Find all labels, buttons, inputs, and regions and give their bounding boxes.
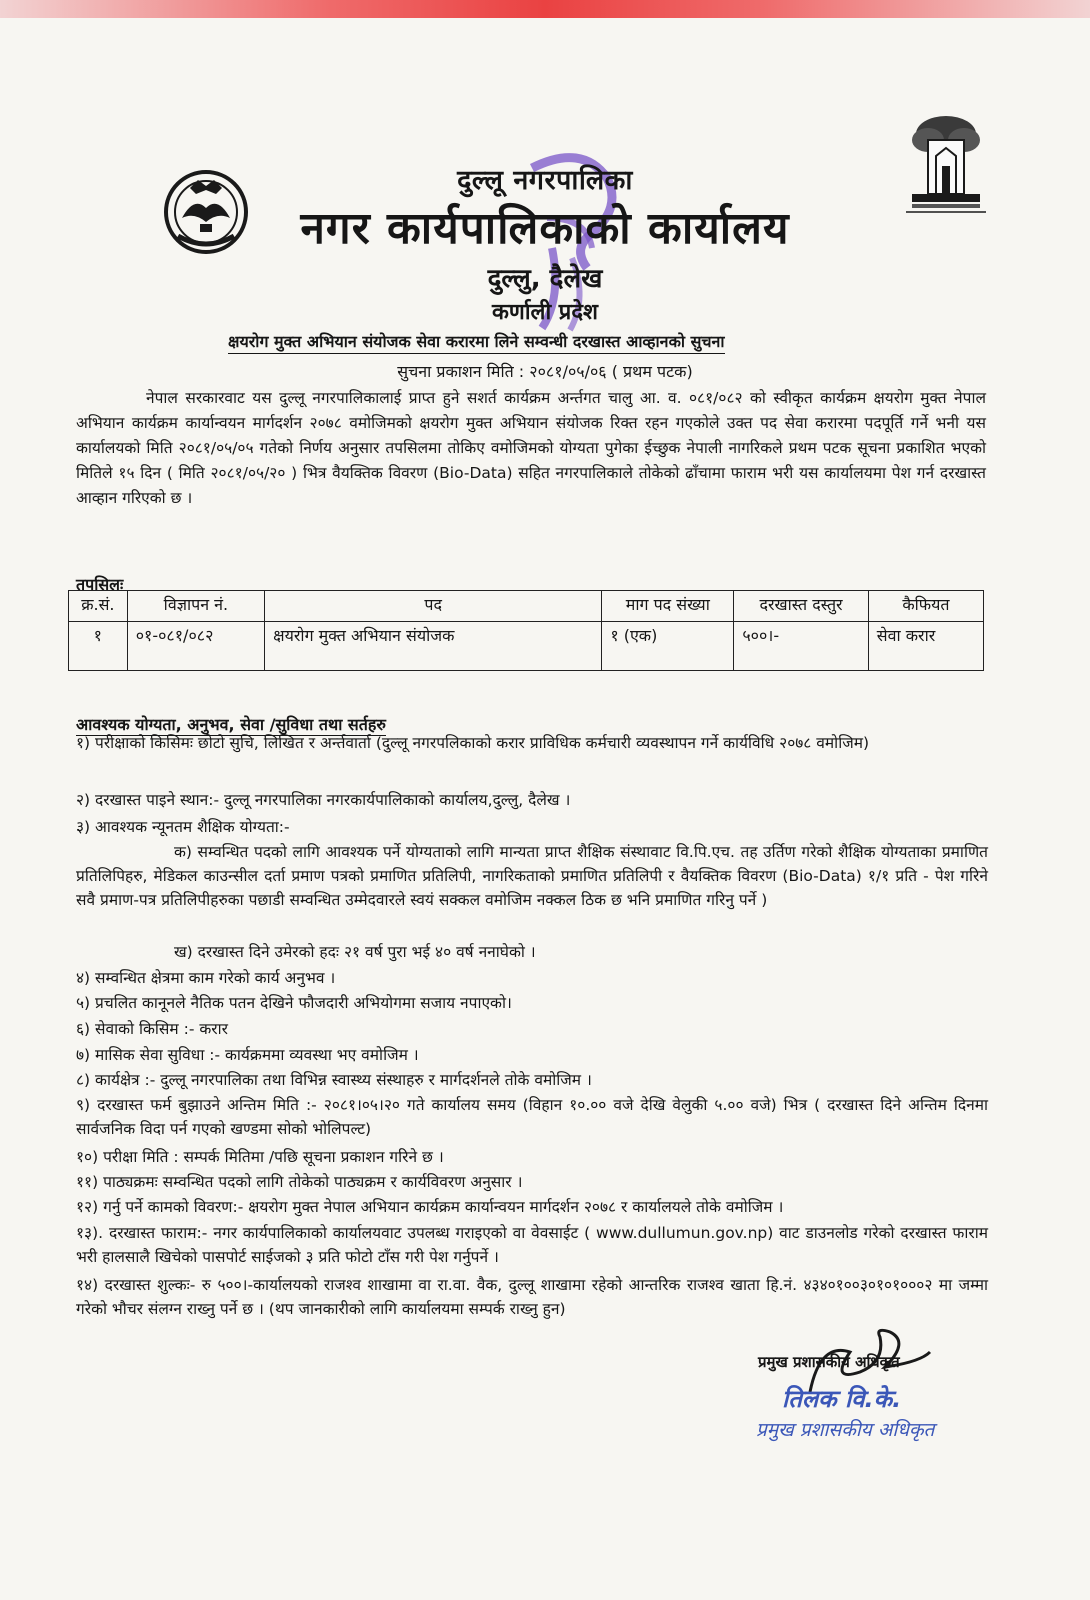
col-sn: क्र.सं. — [69, 591, 128, 622]
cell-demand-count: १ (एक) — [602, 622, 734, 671]
cell-post: क्षयरोग मुक्त अभियान संयोजक — [265, 622, 602, 671]
requirement-item: ८) कार्यक्षेत्र :- दुल्लू नगरपालिका तथा विभिन्न स्वास्थ्य संस्थाहरु र मार्गदर्शनले तोके वमोजिम । — [76, 1071, 592, 1089]
col-post: पद — [265, 591, 602, 622]
col-remarks: कैफियत — [868, 591, 983, 622]
province-name: कर्णाली प्रदेश — [492, 300, 598, 325]
cell-application-fee: ५००।- — [734, 622, 868, 671]
requirement-item: ११) पाठ्यक्रमः सम्वन्धित पदको लागि तोकेको पाठ्यक्रम र कार्यविवरण अनुसार । — [76, 1173, 523, 1191]
requirement-item: १३). दरखास्त फाराम:- नगर कार्यपालिकाको कार्यालयवाट उपलब्ध गराइएको वा वेवसाईट ( www.dullumun.gov.np) वाट डाउनलोड गरेको दरखास्त फाराम भरी हालसालै खिचेको पासपोर्ट साईजको ३ प्रति फोटो टाँस गरी पेश गर्नुपर्ने । — [76, 1224, 988, 1266]
table-header-row — [69, 591, 984, 622]
municipality-name: दुल्लू नगरपालिका — [457, 165, 633, 196]
stamp-officer-name: तिलक वि.के. — [782, 1385, 902, 1413]
vacancy-table — [68, 590, 984, 671]
requirement-item: १२) गर्नु पर्ने कामको विवरण:- क्षयरोग मुक्त नेपाल अभियान कार्यक्रम कार्यान्वयन मार्गदर्शन २०७८ र कार्यालयले तोके वमोजिम । — [76, 1198, 784, 1216]
requirement-item: ४) सम्वन्धित क्षेत्रमा काम गरेको कार्य अनुभव । — [76, 969, 336, 987]
requirement-item: ९) दरखास्त फर्म बुझाउने अन्तिम मिति :- २०८१।०५।२० गते कार्यालय समय (विहान १०.०० वजे देखि वेलुकी ५.०० वजे) भित्र ( दरखास्त दिने अन्तिम दिनमा सार्वजनिक विदा पर्न गएको खण्डमा सोको भोलिपल्ट) — [76, 1096, 988, 1138]
cell-advertisement-no: ०१-०८१/०८२ — [127, 622, 264, 671]
office-location: दुल्लु, दैलेख — [487, 264, 603, 294]
stamp-officer-title: प्रमुख प्रशासकीय अधिकृत — [756, 1419, 935, 1441]
cell-remarks: सेवा करार — [868, 622, 983, 671]
requirement-item: १४) दरखास्त शुल्कः- रु ५००।-कार्यालयको राजश्व शाखामा वा रा.वा. वैक, दुल्लू शाखामा रहेको आन्तरिक राजश्व खाता हि.नं. ४३४०१००३०१०१०००२ मा जम्मा गरेको भौचर संलग्न राख्नु पर्ने छ । (थप जानकारीको लागि कार्यालयमा सम्पर्क राख्नु हुन) — [76, 1276, 988, 1318]
requirement-item: क) सम्वन्धित पदको लागि आवश्यक पर्ने योग्यताको लागि मान्यता प्राप्त शैक्षिक संस्थावाट वि.पि.एच. तह उर्तिण गरेको शैक्षिक योग्यताका प्रमाणित प्रतिलिपिहरु, मेडिकल काउन्सील दर्ता प्रमाण पत्रको प्रमाणित प्रतिलिपी, नागरिकताको प्रमाणित प्रतिलिपी र वैयक्तिक विवरण (Bio-Data) १/१ प्रति - पेश गरिने सवै प्रमाण-पत्र प्रतिलिपीहरुका पछाडी सम्वन्धित उम्मेदवारले स्वयं सक्कल वमोजिम नक्कल ठिक छ भनि प्रमाणित गरिनु पर्ने ) — [76, 843, 988, 909]
requirement-item: ५) प्रचलित कानूनले नैतिक पतन देखिने फौजदारी अभियोगमा सजाय नपाएको। — [76, 994, 512, 1012]
requirement-item: ७) मासिक सेवा सुविधा :- कार्यक्रममा व्यवस्था भए वमोजिम । — [76, 1046, 419, 1064]
requirement-item: १०) परीक्षा मिति : सम्पर्क मितिमा /पछि सूचना प्रकाशन गरिने छ । — [76, 1148, 444, 1166]
col-advertisement-no: विज्ञापन नं. — [127, 591, 264, 622]
requirement-item: ६) सेवाको किसिम :- करार — [76, 1020, 228, 1038]
notice-title: क्षयरोग मुक्त अभियान संयोजक सेवा करारमा लिने सम्वन्धी दरखास्त आव्हानको सुचना — [228, 330, 725, 354]
publication-date: सुचना प्रकाशन मिति : २०८१/०५/०६ ( प्रथम पटक) — [397, 362, 693, 381]
requirement-item: ख) दरखास्त दिने उमेरको हदः २१ वर्ष पुरा भई ४० वर्ष ननाघेको । — [174, 943, 536, 961]
requirement-item: २) दरखास्त पाइने स्थान:- दुल्लू नगरपालिका नगरकार्यपालिकाको कार्यालय,दुल्लु, दैलेख । — [76, 791, 571, 809]
details-label: तपसिलः — [76, 575, 124, 594]
col-application-fee: दरखास्त दस्तुर — [734, 591, 868, 622]
requirements-title: आवश्यक योग्यता, अनुभव, सेवा /सुविधा तथा सर्तहरु — [76, 715, 386, 734]
signatory-designation: प्रमुख प्रशासकीय अधिकृत — [758, 1353, 900, 1371]
requirement-item: १) परीक्षाको किसिमः छोटो सुचि, लिखित र अर्न्तवार्ता (दुल्लू नगरपलिकाको करार प्राविधिक कर्मचारी व्यवस्थापन गर्ने कार्यविधि २०७८ वमोजिम) — [76, 734, 870, 752]
notice-body: नेपाल सरकारवाट यस दुल्लू नगरपालिकालाई प्राप्त हुने सशर्त कार्यक्रम अर्न्तगत चालु आ. व. ०८१/०८२ को स्वीकृत कार्यक्रम क्षयरोग मुक्त नेपाल अभियान कार्यक्रम कार्यान्वयन मार्गदर्शन २०७८ वमोजिमको क्षयरोग मुक्त अभियान संयोजक रिक्त रहन गएकोले उक्त पद सेवा करारमा पदपूर्ति गर्ने भनी यस कार्यालयको मिति २०८१/०५/०५ गतेको निर्णय अनुसार तपसिलमा तोकिए वमोजिमको योग्यता पुगेका ईच्छुक नेपाली नागरिकले प्रथम पटक सूचना प्रकाशित भएको मितिले १५ दिन ( मिति २०८१/०५/२० ) भित्र वैयक्तिक विवरण (Bio-Data) सहित नगरपालिकाले तोकेको ढाँचामा फाराम भरी यस कार्यालयमा पेश गर्न दरखास्त आव्हान गरिएको छ । — [76, 389, 986, 507]
requirement-item: ३) आवश्यक न्यूनतम शैक्षिक योग्यता:- — [76, 818, 290, 836]
table-row — [69, 622, 984, 671]
col-demand-count: माग पद संख्या — [602, 591, 734, 622]
office-name: नगर कार्यपालिकाको कार्यालय — [300, 203, 790, 254]
cell-sn: १ — [69, 622, 128, 671]
